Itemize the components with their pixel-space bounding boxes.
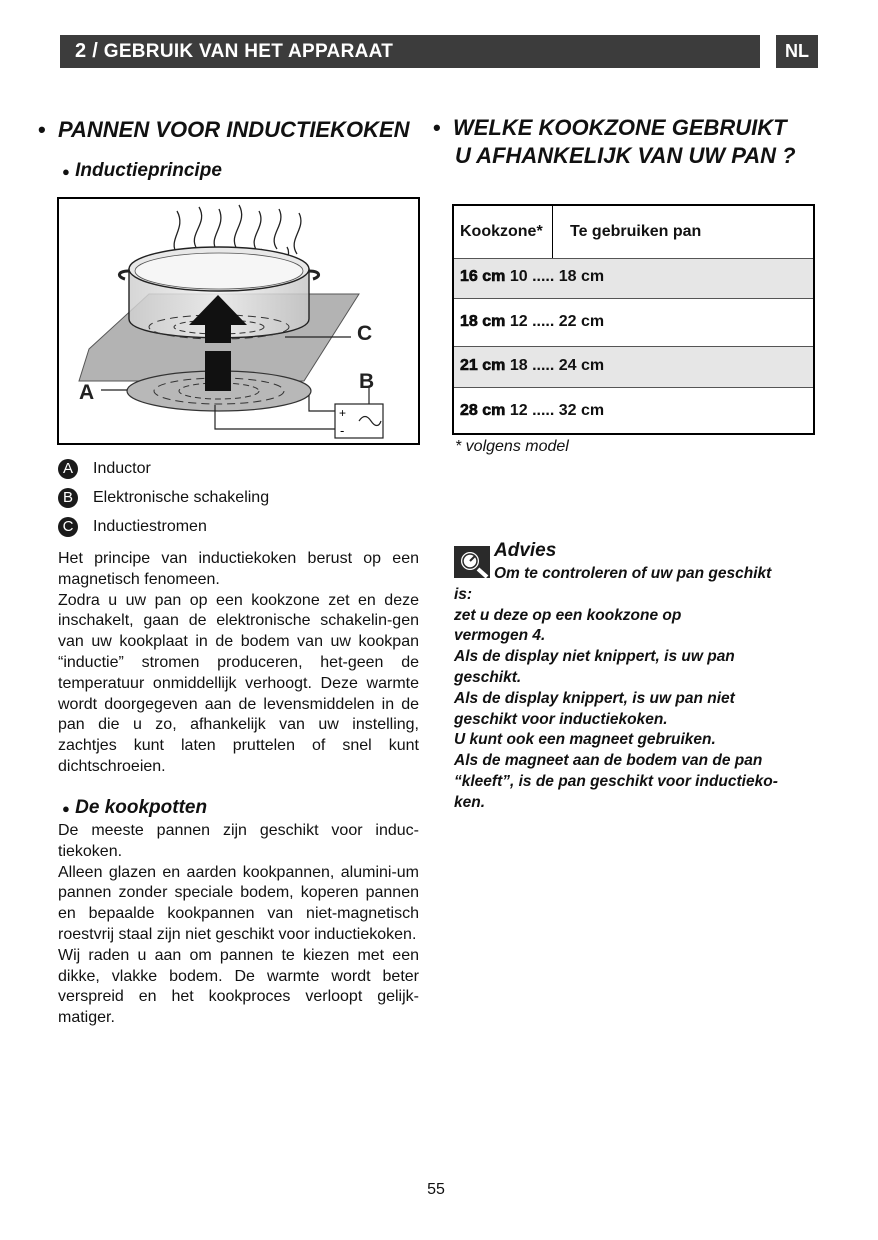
pan-range: 10 ..... 18 cm	[509, 268, 605, 285]
advice-text	[454, 564, 816, 814]
page-number: 55	[427, 1181, 445, 1198]
zone-size: 21 cm	[460, 357, 506, 374]
advice-line: geschikt.	[454, 668, 522, 686]
right-title-line2: U AFHANKELIJK VAN UW PAN ?	[455, 143, 796, 168]
legend-item	[58, 454, 269, 483]
label-b: B	[359, 370, 375, 393]
advice-line: geschikt voor inductiekoken.	[454, 710, 668, 728]
advice-line: “kleeft”, is de pan geschikt voor inductieko-	[454, 772, 778, 790]
left-title	[38, 116, 410, 144]
pan-range: 12 ..... 22 cm	[509, 313, 605, 330]
language-badge: NL	[776, 35, 818, 68]
bullet-icon: •	[433, 115, 441, 140]
legend-text: Elektronische schakeling	[93, 488, 270, 506]
letter-badge: C	[58, 517, 78, 537]
letter-badge: B	[58, 488, 78, 508]
subtitle-pots-text: De kookpotten	[75, 797, 208, 818]
table-header-row	[454, 206, 813, 258]
bullet-icon: •	[38, 117, 46, 142]
minus-label: -	[340, 423, 345, 438]
right-title	[433, 114, 787, 142]
table-row	[454, 298, 813, 346]
advice-line: Om te controleren of uw pan geschikt	[494, 565, 772, 582]
column-divider	[552, 206, 553, 258]
paragraph: Alleen glazen en aarden kookpannen, alumini-um pannen zonder speciale bodem, koperen pannen en bepaalde kookpannen van niet-magnetisch roestvrij staal zijn niet geschikt voor inductiekoken.	[58, 863, 419, 943]
diagram-legend	[58, 454, 269, 541]
induction-diagram	[57, 197, 420, 445]
advice-line: is:	[454, 585, 473, 603]
legend-item	[58, 512, 269, 541]
advice-line: zet u deze op een kookzone op	[454, 606, 682, 624]
bullet-icon: ●	[62, 164, 70, 179]
plus-label: +	[339, 406, 347, 420]
legend-text: Inductiestromen	[93, 517, 207, 535]
principle-text	[58, 549, 419, 778]
legend-item	[58, 483, 269, 512]
advice-line: ken.	[454, 793, 486, 811]
legend-text: Inductor	[93, 459, 151, 477]
subtitle-principle-text: Inductieprincipe	[75, 160, 222, 181]
paragraph: De meeste pannen zijn geschikt voor induc-tiekoken.	[58, 822, 419, 860]
pots-text	[58, 821, 419, 1029]
table-row	[454, 346, 813, 387]
label-a: A	[79, 381, 95, 404]
bullet-icon: ●	[62, 801, 70, 816]
pan-range: 18 ..... 24 cm	[509, 357, 605, 374]
table-footnote: * volgens model	[455, 438, 569, 455]
field-arrow-shaft	[205, 351, 231, 391]
left-title-text: PANNEN VOOR INDUCTIEKOKEN	[57, 117, 410, 142]
section-title: GEBRUIK VAN HET APPARAAT	[103, 41, 394, 62]
subtitle-principle	[62, 159, 222, 184]
cooking-zone-table	[452, 204, 815, 435]
right-title-line1: WELKE KOOKZONE GEBRUIKT	[452, 115, 787, 140]
advice-line: Als de display niet knippert, is uw pan	[454, 648, 735, 666]
col-header-zone: Kookzone*	[460, 223, 543, 240]
label-c: C	[357, 322, 373, 345]
advice-line: vermogen 4.	[454, 627, 546, 645]
zone-size: 16 cm	[460, 268, 506, 285]
section-number: 2 /	[75, 40, 99, 62]
zone-size: 28 cm	[460, 402, 506, 419]
table-row	[454, 258, 813, 298]
paragraph: Zodra u uw pan op een kookzone zet en deze inschakelt, gaan de elektronische schakelin-gen van uw kookplaat in de bodem van uw kookpan “inductie” stromen produceren, het-geen de temperatuur onmiddellijk verhoogt. Deze warmte wordt doorgegeven aan de levensmiddelen in de pan die u zo, afhankelijk van uw instelling, zachtjes kunt laten pruttelen of snel kunt dichtschroeien.	[58, 591, 419, 775]
section-header	[60, 35, 760, 68]
letter-badge: A	[58, 459, 78, 479]
advice-title: Advies	[494, 540, 557, 561]
zone-size: 18 cm	[460, 313, 506, 330]
paragraph: Wij raden u aan om pannen te kiezen met een dikke, vlakke bodem. De warmte wordt beter verspreid en het kookproces verloopt gelijk-matiger.	[58, 946, 419, 1027]
advice-line: Als de display knippert, is uw pan niet	[454, 689, 735, 707]
paragraph: Het principe van inductiekoken berust op een magnetisch fenomeen.	[58, 550, 419, 588]
subtitle-pots	[62, 796, 207, 821]
advice-line: U kunt ook een magneet gebruiken.	[454, 731, 716, 749]
table-row	[454, 387, 813, 433]
col-header-pan: Te gebruiken pan	[570, 223, 702, 240]
advice-line: Als de magneet aan de bodem van de pan	[454, 752, 763, 770]
pan-range: 12 ..... 32 cm	[509, 402, 605, 419]
induction-illustration	[59, 199, 418, 443]
